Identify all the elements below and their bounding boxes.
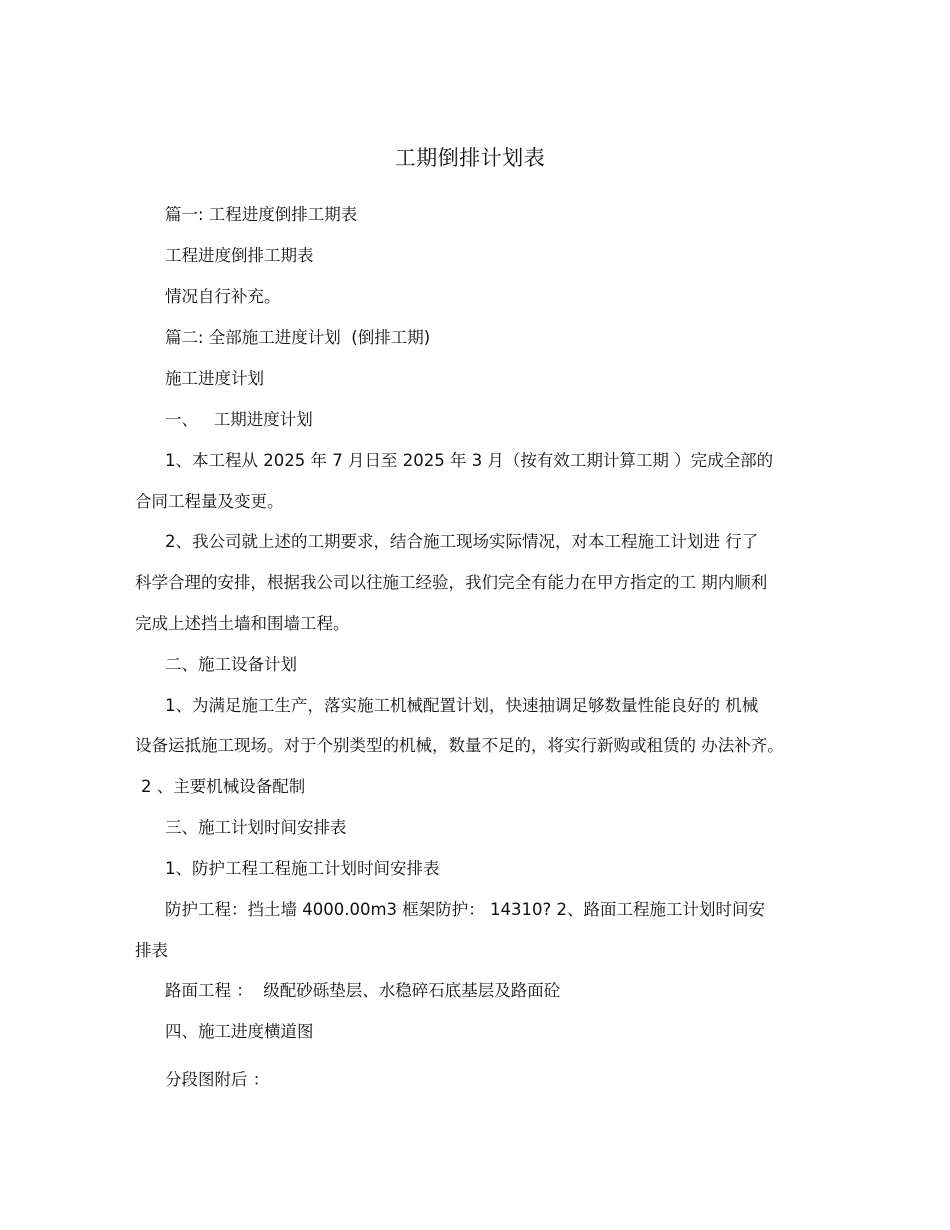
paragraph-line: 1、为满足施工生产，落实施工机械配置计划，快速抽调足够数量性能良好的 机械: [165, 696, 759, 715]
paragraph-line: 防护工程：挡土墙 4000.00m3 框架防护： 14310? 2、路面工程施工计划时间安: [165, 900, 766, 919]
document-title: 工期倒排计划表: [394, 146, 546, 170]
paragraph-line: 1、防护工程工程施工计划时间安排表: [165, 859, 440, 878]
section-heading: 三、施工计划时间安排表: [165, 818, 347, 837]
paragraph-line: 情况自行补充。: [165, 287, 281, 306]
paragraph-line: 合同工程量及变更。: [135, 492, 284, 511]
paragraph-line: 施工进度计划: [165, 369, 264, 388]
paragraph-line: 路面工程 ： 级配砂砾垫层、水稳碎石底基层及路面砼: [165, 981, 561, 1000]
paragraph-line: 篇二: 全部施工进度计划 (倒排工期): [165, 328, 431, 347]
paragraph-line: 1、本工程从 2025 年 7 月日至 2025 年 3 月（按有效工期计算工期 ）完成全部的: [165, 451, 774, 470]
paragraph-line: 科学合理的安排，根据我公司以往施工经验，我们完全有能力在甲方指定的工 期内顺利: [135, 573, 768, 592]
paragraph-line: 分段图附后 ：: [165, 1070, 270, 1089]
paragraph-line: 完成上述挡土墙和围墙工程。: [135, 614, 350, 633]
section-heading: 四、施工进度横道图: [165, 1022, 314, 1041]
section-heading: 二、施工设备计划: [165, 655, 297, 674]
section-heading: 一、 工期进度计划: [165, 410, 313, 429]
paragraph-line: 设备运抵施工现场。对于个别类型的机械，数量不足的，将实行新购或租赁的 办法补齐。: [135, 736, 784, 755]
paragraph-line: 工程进度倒排工期表: [165, 246, 314, 265]
paragraph-line: 2、我公司就上述的工期要求，结合施工现场实际情况，对本工程施工计划进 行了: [165, 532, 759, 551]
paragraph-line: 篇一: 工程进度倒排工期表: [165, 205, 358, 224]
paragraph-line: 排表: [135, 941, 168, 960]
paragraph-line: 2 、主要机械设备配制: [141, 777, 306, 796]
